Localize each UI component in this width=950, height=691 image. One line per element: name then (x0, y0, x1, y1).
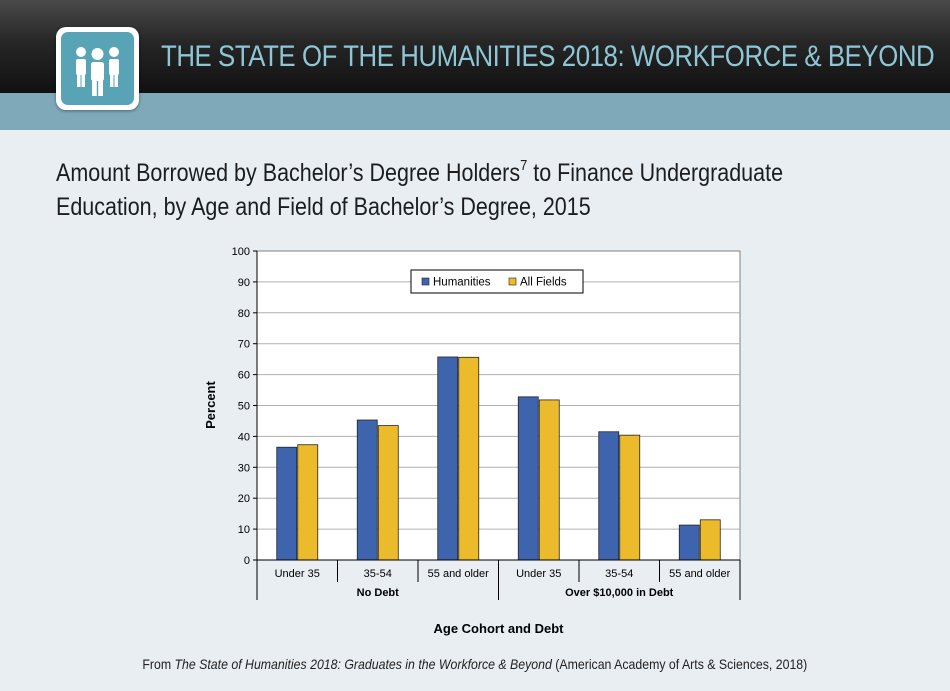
legend-label-humanities: Humanities (433, 276, 491, 289)
x-axis-label: Age Cohort and Debt (433, 621, 564, 636)
y-tick-label: 20 (237, 493, 250, 506)
group-label: No Debt (356, 587, 399, 599)
footer-prefix: From (142, 656, 175, 672)
bar-all-fields-5 (620, 435, 640, 560)
bar-humanities-2 (357, 420, 377, 560)
x-tick-label: Under 35 (516, 568, 562, 580)
legend (411, 270, 583, 293)
y-tick-label: 30 (237, 462, 250, 475)
x-tick-labels (275, 568, 731, 599)
y-tick-label: 60 (237, 369, 250, 382)
y-tick-label: 90 (237, 276, 250, 289)
footer-source-title: The State of Humanities 2018: Graduates in the Workforce & Beyond (174, 656, 553, 672)
x-tick-label: 35-54 (605, 568, 634, 580)
bar-humanities-5 (599, 432, 619, 560)
legend-swatch-all-fields (509, 278, 516, 285)
legend-label-all-fields: All Fields (520, 276, 567, 289)
source-footer (0, 656, 950, 672)
legend-swatch-humanities (422, 278, 429, 285)
chart-title-text: Amount Borrowed by Bachelor’s Degree Holders (56, 159, 521, 187)
bar-humanities-3 (438, 357, 458, 560)
group-label: Over $10,000 in Debt (565, 587, 674, 599)
bar-humanities-1 (277, 447, 297, 560)
y-tick-label: 70 (237, 338, 250, 351)
y-tick-label: 40 (237, 431, 250, 444)
bar-all-fields-2 (378, 426, 398, 560)
bar-all-fields-4 (539, 400, 559, 560)
y-tick-label: 0 (243, 555, 250, 567)
chart-title-line-2: Education, by Age and Field of Bachelor’s Degree, 2015 (56, 193, 591, 221)
chart-title-rest: to Finance Undergraduate (527, 159, 784, 187)
x-tick-label: 55 and older (669, 568, 731, 580)
y-tick-label: 50 (237, 400, 250, 413)
y-tick-label: 100 (231, 246, 250, 258)
bar-humanities-6 (679, 525, 699, 560)
y-tick-label: 80 (237, 307, 250, 320)
banner-title: THE STATE OF THE HUMANITIES 2018: WORKFORCE & BEYOND (161, 40, 935, 73)
bar-all-fields-3 (459, 357, 479, 560)
x-tick-label: 35-54 (363, 568, 392, 580)
footer-suffix: (American Academy of Arts & Sciences, 2018) (552, 656, 808, 672)
x-tick-label: 55 and older (427, 568, 489, 580)
bar-all-fields-1 (298, 445, 318, 560)
bar-humanities-4 (518, 397, 538, 560)
y-axis-label: Percent (203, 381, 218, 429)
y-tick-label: 10 (237, 524, 250, 537)
bar-all-fields-6 (700, 520, 720, 560)
y-tick-labels (232, 246, 250, 567)
footnote-marker: 7 (520, 157, 528, 174)
x-tick-label: Under 35 (274, 568, 320, 580)
